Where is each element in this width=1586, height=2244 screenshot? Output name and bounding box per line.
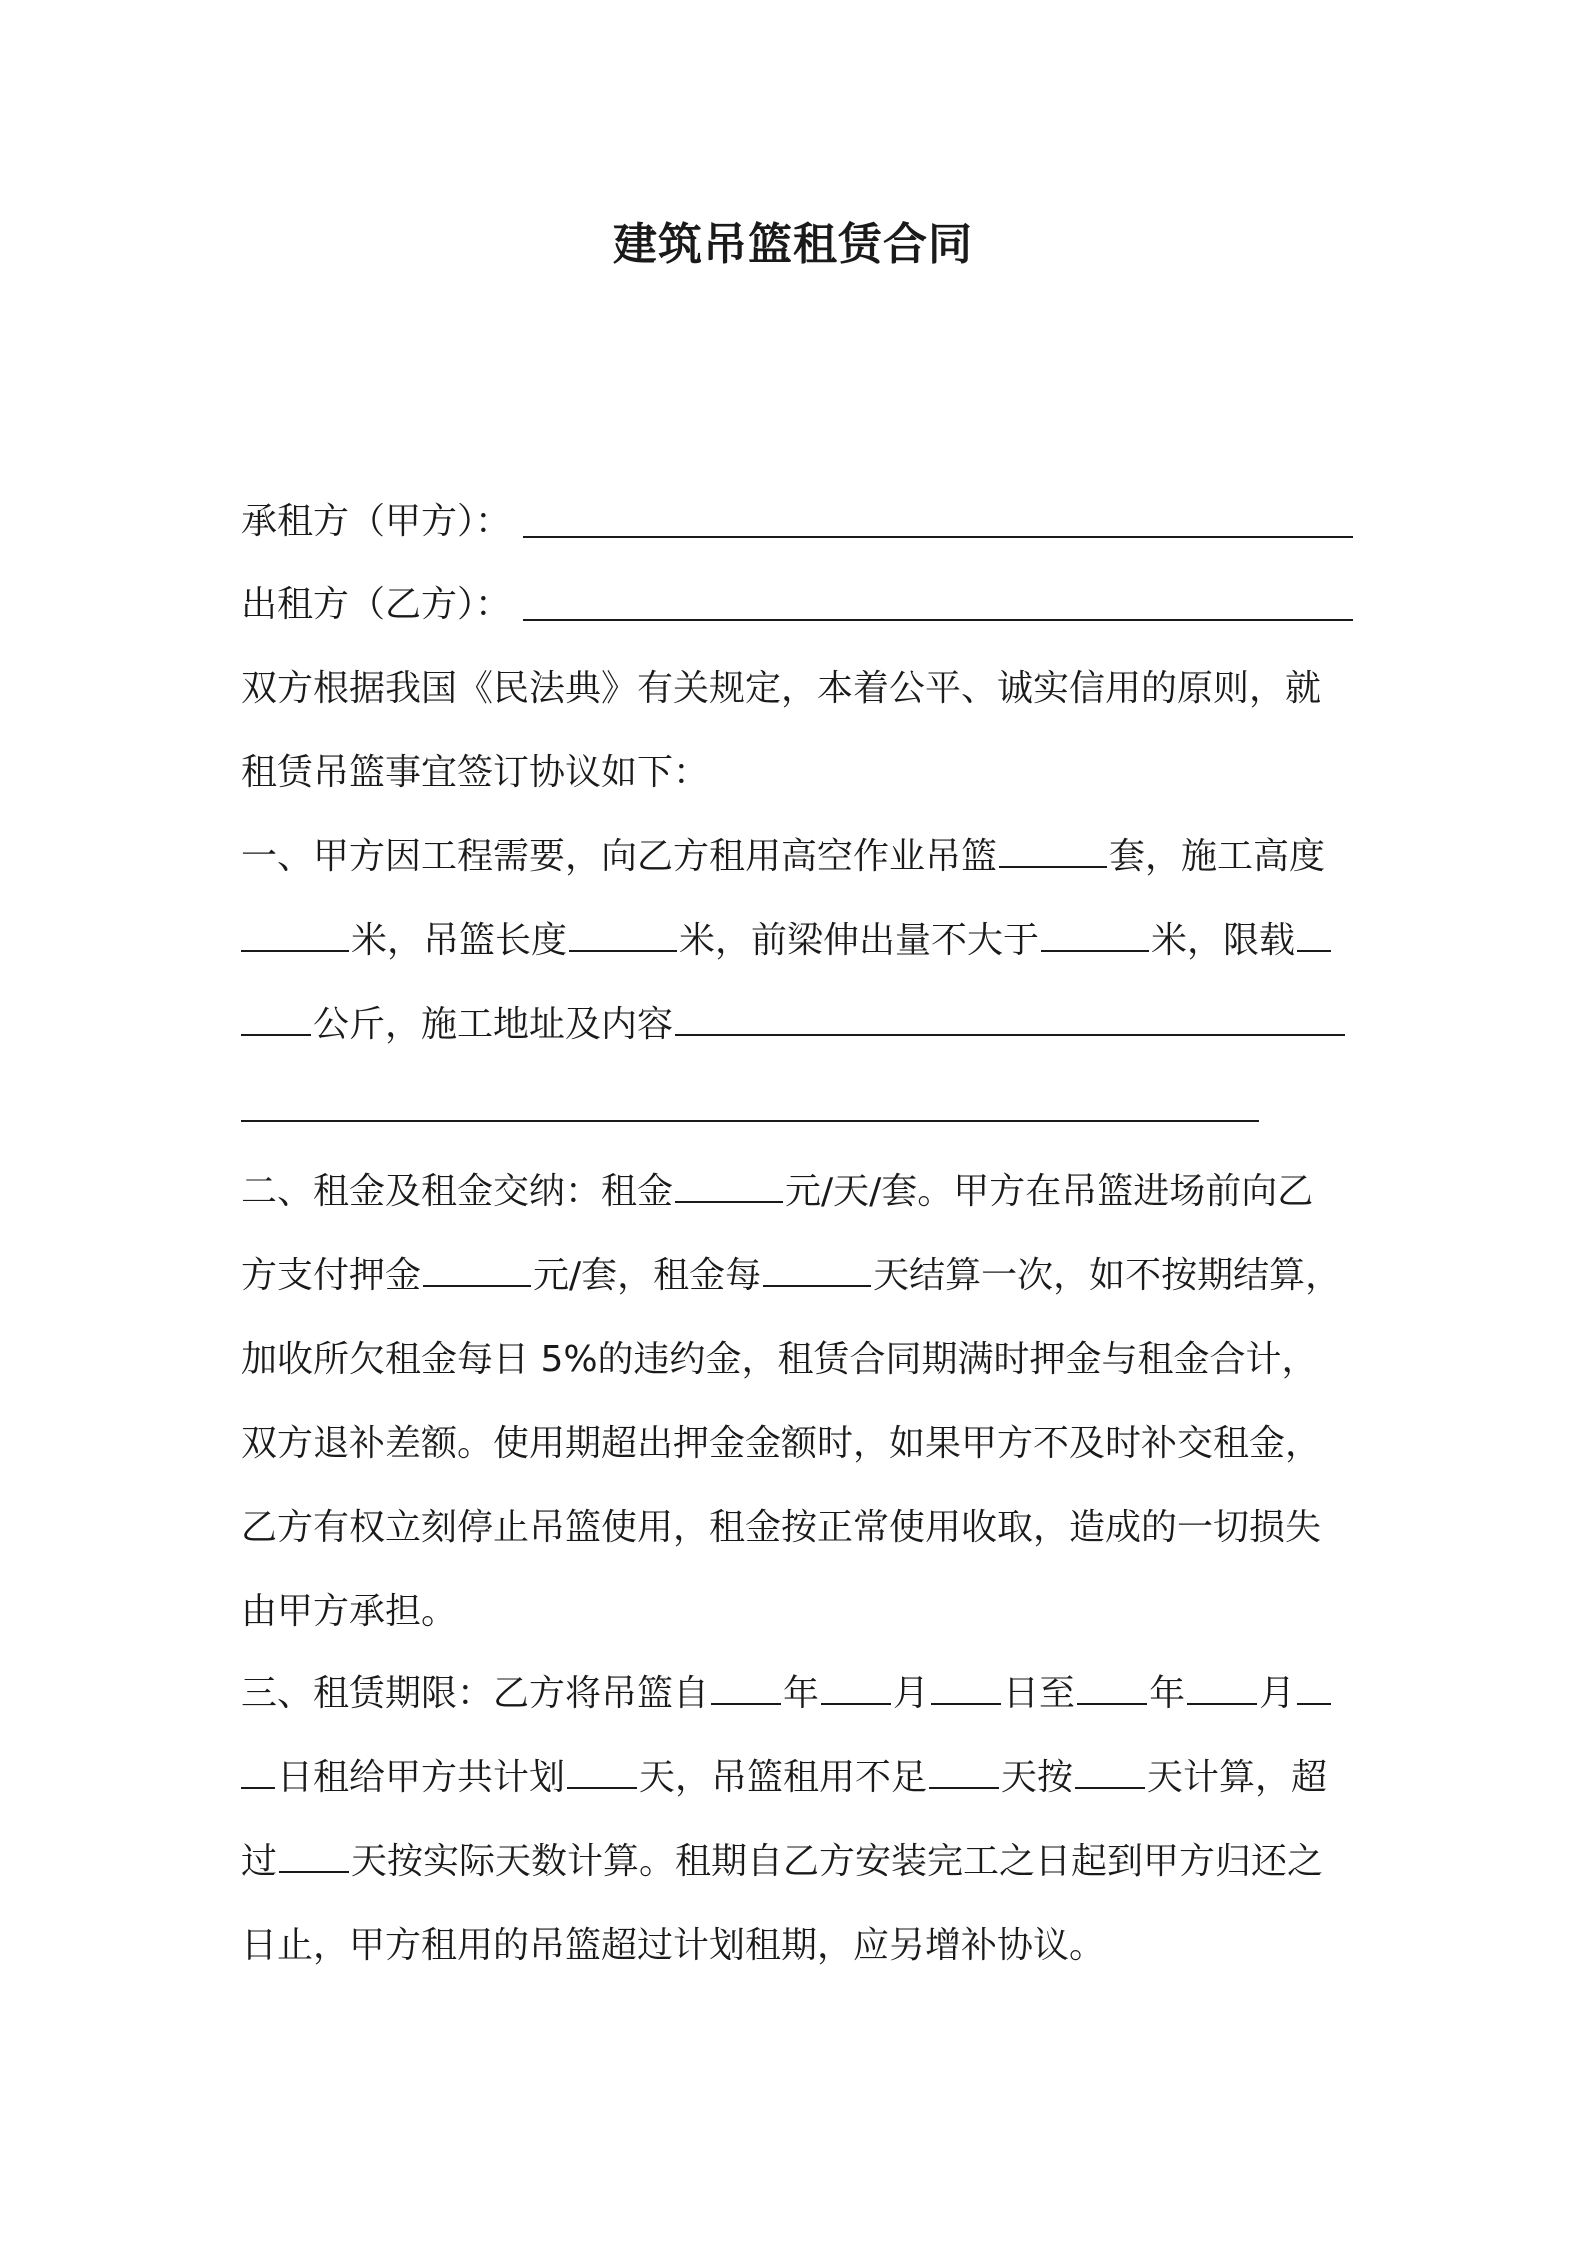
section-1-text: 米，吊篮长度 xyxy=(351,920,568,961)
year-label: 年 xyxy=(783,1673,820,1714)
month-label: 月 xyxy=(1259,1673,1296,1714)
section-3-line-1 xyxy=(241,1652,1361,1736)
section-3-text: 三、租赁期限：乙方将吊篮自 xyxy=(241,1673,710,1714)
section-1-text: 套，施工高度 xyxy=(1109,836,1326,877)
year-label: 年 xyxy=(1149,1673,1186,1714)
section-2-text: 元/天/套。甲方在吊篮进场前向乙 xyxy=(785,1171,1314,1212)
section-3-text: 天，吊篮租用不足 xyxy=(639,1757,928,1798)
height-field[interactable] xyxy=(241,914,349,952)
section-2-line-2 xyxy=(241,1234,1361,1318)
section-1-text: 一、甲方因工程需要，向乙方租用高空作业吊篮 xyxy=(241,836,998,877)
section-2-line-5: 乙方有权立刻停止吊篮使用，租金按正常使用收取，造成的一切损失 xyxy=(241,1507,1322,1548)
section-3-line-4: 日止，甲方租用的吊篮超过计划租期，应另增补协议。 xyxy=(241,1925,1106,1966)
intro-line-1: 双方根据我国《民法典》有关规定，本着公平、诚实信用的原则，就 xyxy=(241,668,1322,709)
section-2-line-6: 由甲方承担。 xyxy=(241,1591,458,1632)
party-b-line xyxy=(241,563,1361,647)
rent-per-day-field[interactable] xyxy=(675,1165,783,1203)
section-2-text: 二、租金及租金交纳：租金 xyxy=(241,1171,674,1212)
end-day-field[interactable] xyxy=(1297,1667,1331,1705)
start-day-field[interactable] xyxy=(931,1667,1001,1705)
section-2-line-1 xyxy=(241,1150,1361,1234)
section-1-line-1 xyxy=(241,815,1361,899)
start-year-field[interactable] xyxy=(711,1667,781,1705)
section-3-text: 日租给甲方共计划 xyxy=(277,1757,566,1798)
section-1-line-3 xyxy=(241,983,1361,1067)
end-day-field-continued[interactable] xyxy=(241,1751,275,1789)
planned-days-field[interactable] xyxy=(567,1751,637,1789)
deposit-field[interactable] xyxy=(423,1249,531,1287)
beam-extension-field[interactable] xyxy=(1041,914,1149,952)
section-3-text: 天计算，超 xyxy=(1147,1757,1328,1798)
section-3-line-2 xyxy=(241,1736,1361,1820)
billed-days-field[interactable] xyxy=(1075,1751,1145,1789)
party-b-label: 出租方（乙方）： xyxy=(241,584,512,625)
party-a-field[interactable] xyxy=(523,536,1353,538)
section-2-text: 方支付押金 xyxy=(241,1255,422,1296)
end-year-field[interactable] xyxy=(1077,1667,1147,1705)
section-1-text: 公斤，施工地址及内容 xyxy=(313,1004,674,1045)
section-2-text: 天结算一次，如不按期结算， xyxy=(873,1255,1342,1296)
section-1-text: 米，限载 xyxy=(1151,920,1296,961)
section-3-text: 过 xyxy=(241,1841,278,1882)
end-month-field[interactable] xyxy=(1187,1667,1257,1705)
document-title: 建筑吊篮租赁合同 xyxy=(613,219,973,270)
intro-line-2: 租赁吊篮事宜签订协议如下： xyxy=(241,752,710,793)
section-3-text: 天按实际天数计算。租期自乙方安装完工之日起到甲方归还之 xyxy=(351,1841,1324,1882)
exceed-days-field[interactable] xyxy=(279,1835,349,1873)
party-a-label: 承租方（甲方）： xyxy=(241,501,512,542)
section-3-text: 天按 xyxy=(1001,1757,1074,1798)
min-days-field[interactable] xyxy=(929,1751,999,1789)
party-a-line xyxy=(241,480,1361,564)
load-limit-field-continued[interactable] xyxy=(241,998,311,1036)
section-3-line-3 xyxy=(241,1820,1361,1904)
address-content-field[interactable] xyxy=(675,998,1345,1036)
month-label: 月 xyxy=(893,1673,930,1714)
start-month-field[interactable] xyxy=(821,1667,891,1705)
section-1-text: 米，前梁伸出量不大于 xyxy=(679,920,1040,961)
length-field[interactable] xyxy=(569,914,677,952)
load-limit-field[interactable] xyxy=(1297,914,1331,952)
section-2-text: 元/套，租金每 xyxy=(533,1255,762,1296)
section-2-line-3: 加收所欠租金每日 5%的违约金，租赁合同期满时押金与租金合计， xyxy=(241,1339,1318,1380)
section-1-line-2 xyxy=(241,899,1361,983)
party-b-field[interactable] xyxy=(523,619,1353,621)
section-2-line-4: 双方退补差额。使用期超出押金金额时，如果甲方不及时补交租金， xyxy=(241,1423,1322,1464)
day-to-label: 日至 xyxy=(1003,1673,1076,1714)
address-content-field-line-2[interactable] xyxy=(241,1120,1259,1122)
settlement-days-field[interactable] xyxy=(763,1249,871,1287)
sets-count-field[interactable] xyxy=(999,830,1107,868)
